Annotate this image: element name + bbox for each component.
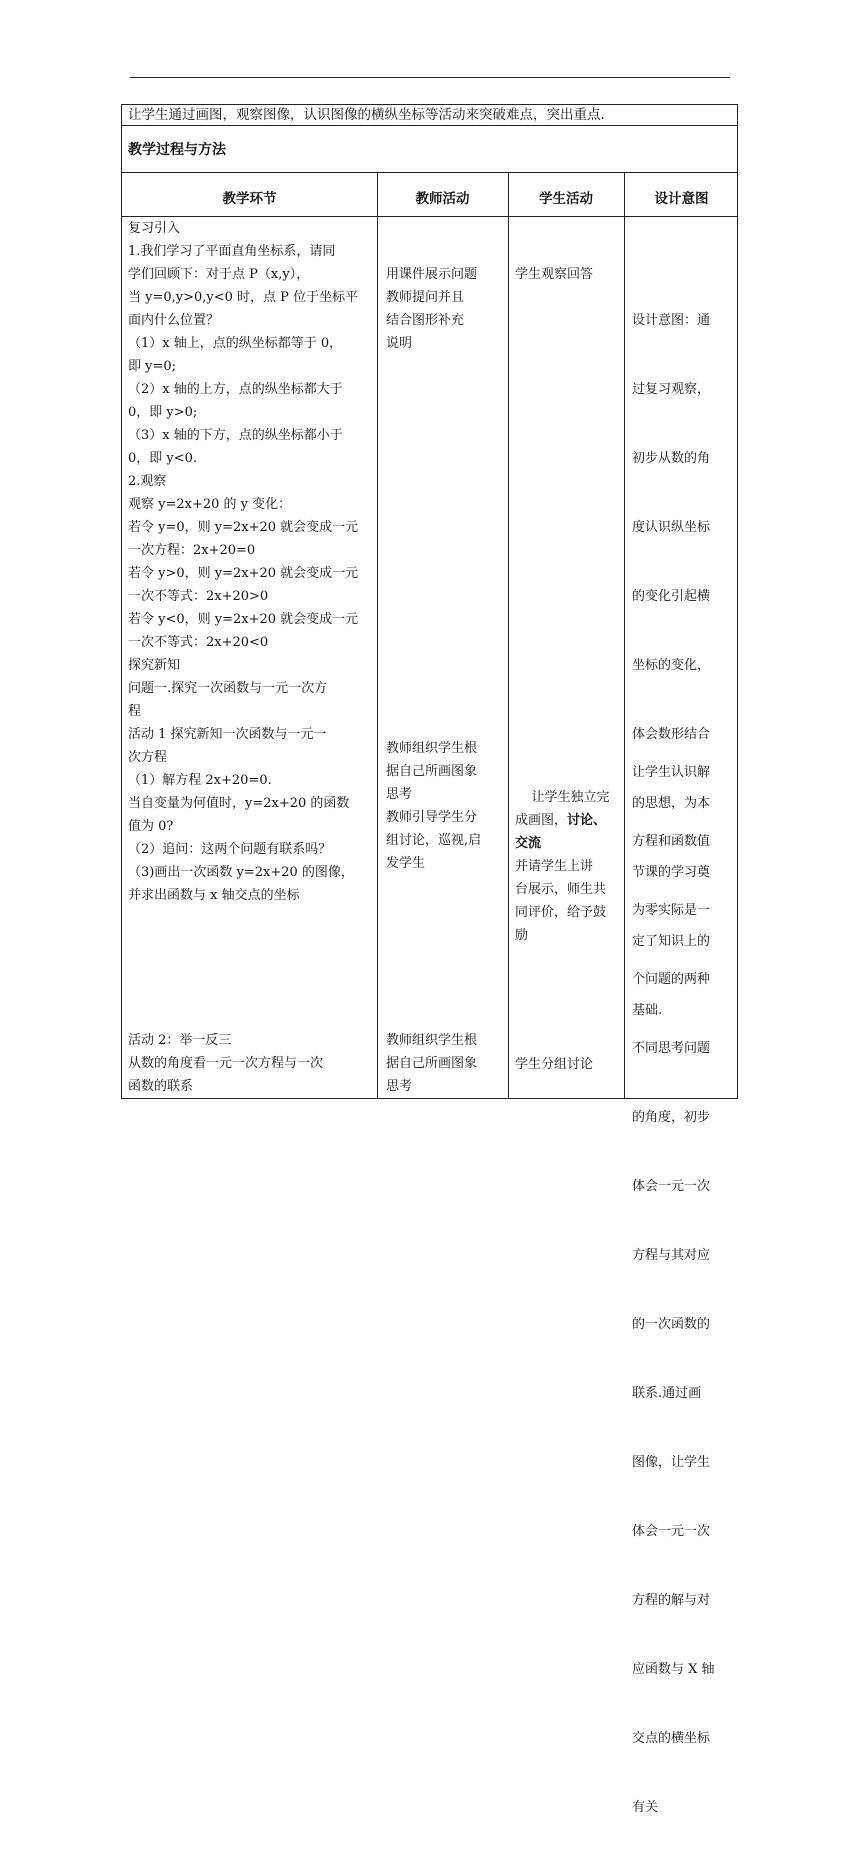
intent-line: 的变化引起横 [632,589,711,604]
intent-line: 坐标的变化， [632,658,711,673]
header-teaching-stage: 教学环节 [222,190,277,207]
student-activity-2-bold-a: 讨论、 [567,813,607,828]
intent-line: 的角度，初步 [632,1110,711,1125]
student-activity-3: 学生分组讨论 [515,1057,594,1072]
design-intent-2 [632,715,732,1865]
student-activity-2-bold-b: 交流 [515,836,542,851]
student-activity-2 [515,763,625,970]
intent-line: 方程的解与对 [632,1593,711,1608]
header-teacher-activity: 教师活动 [415,190,470,207]
intent-line: 的思想，为本 [632,796,711,811]
row-divider [122,125,737,126]
intent-line: 设计意图：通 [632,313,711,328]
intent-line: 图像，让学生 [632,1455,711,1470]
intent-line: 方程与其对应 [632,1248,711,1263]
teacher-activity-1: 用课件展示问题 教师提问并且 结合图形补充 说明 [386,267,478,351]
header-student-activity: 学生活动 [539,190,593,207]
intent-line: 让学生认识解 [632,765,711,780]
activity2-text: 活动 2：举一反三 从数的角度看一元一次方程与一次 函数的联系 [128,1033,324,1094]
header-design-intent: 设计意图 [654,190,709,207]
student-activity-1: 学生观察回答 [515,267,594,282]
intent-line: 个问题的两种 [632,972,711,987]
intro-text: 让学生通过画图，观察图像，认识图像的横纵坐标等活动来突破难点，突出重点. [128,107,605,123]
intent-line: 初步从数的角 [632,451,711,466]
intent-line: 基础. [632,1003,663,1018]
column-divider [377,172,378,1098]
intent-line: 方程和函数值 [632,834,711,849]
intent-line: 度认识纵坐标 [632,520,711,535]
student-activity-2-part1: 让学生独立完 成画图， [515,790,610,828]
teacher-activity-3: 教师组织学生根 据自己所画图象 思考 [386,1033,478,1094]
intent-line: 的一次函数的 [632,1317,711,1332]
page-header-rule [130,77,730,78]
intent-line: 过复习观察， [632,382,711,397]
intent-line: 体会数形结合 [632,727,711,742]
intent-line: 定了知识上的 [632,934,711,949]
lesson-plan-table [121,104,738,1815]
intent-line: 为零实际是一 [632,903,711,918]
teacher-activity-2: 教师组织学生根 据自己所画图象 思考 教师引导学生分 组讨论，巡视,启 发学生 [386,741,482,871]
intent-line: 体会一元一次 [632,1524,711,1539]
intent-line: 节课的学习奠 [632,865,711,880]
review-and-explore-text: 复习引入 1.我们学习了平面直角坐标系，请同 学们回顾下：对于点 P（x,y）， 当 y=0,y>0,y<0 时，点 P 位于坐标平 面内什么位置？ （1）x 轴上，点的纵坐标都等于 0， 即 y=0; （2）x 轴的上方，点的纵坐标都大于 0，即 y>0; （3）x 轴的下方，点的纵坐标都小于 0，即 y<0. 2.观察 观察 y=2x+20 的 y 变化： 若令 y=0，则 y=2x+20 就会变成一元 一次方程：2x+20=0 若令 y>0，则 y=2x+20 就会变成一元 一次不等式：2x+20>0 若令 y<0，则 y=2x+20 就会变成一元 一次不等式：2x+20<0 探究新知 问题一.探究一次函数与一元一次方 程 活动 1 探究新知一次函数与一元一 次方程 （1）解方程 2x+20=0. 当自变量为何值时，y=2x+20 的函数 值为 0? （2）追问：这两个问题有联系吗？ （3)画出一次函数 y=2x+20 的图像， 并求出函数与 x 轴交点的坐标 [128,221,359,903]
intent-line: 联系.通过画 [632,1386,702,1401]
intent-line: 交点的横坐标 [632,1731,711,1746]
intent-line: 体会一元一次 [632,1179,711,1194]
section-title: 教学过程与方法 [128,142,226,158]
intent-line: 有关 [632,1800,659,1815]
intent-line: 不同思考问题 [632,1041,711,1056]
student-activity-2-part2: 并请学生上讲 台展示，师生共 同评价，给予鼓 励 [515,859,607,943]
intent-line: 应函数与 X 轴 [632,1662,715,1677]
row-divider [122,172,737,173]
column-divider [508,172,509,1098]
